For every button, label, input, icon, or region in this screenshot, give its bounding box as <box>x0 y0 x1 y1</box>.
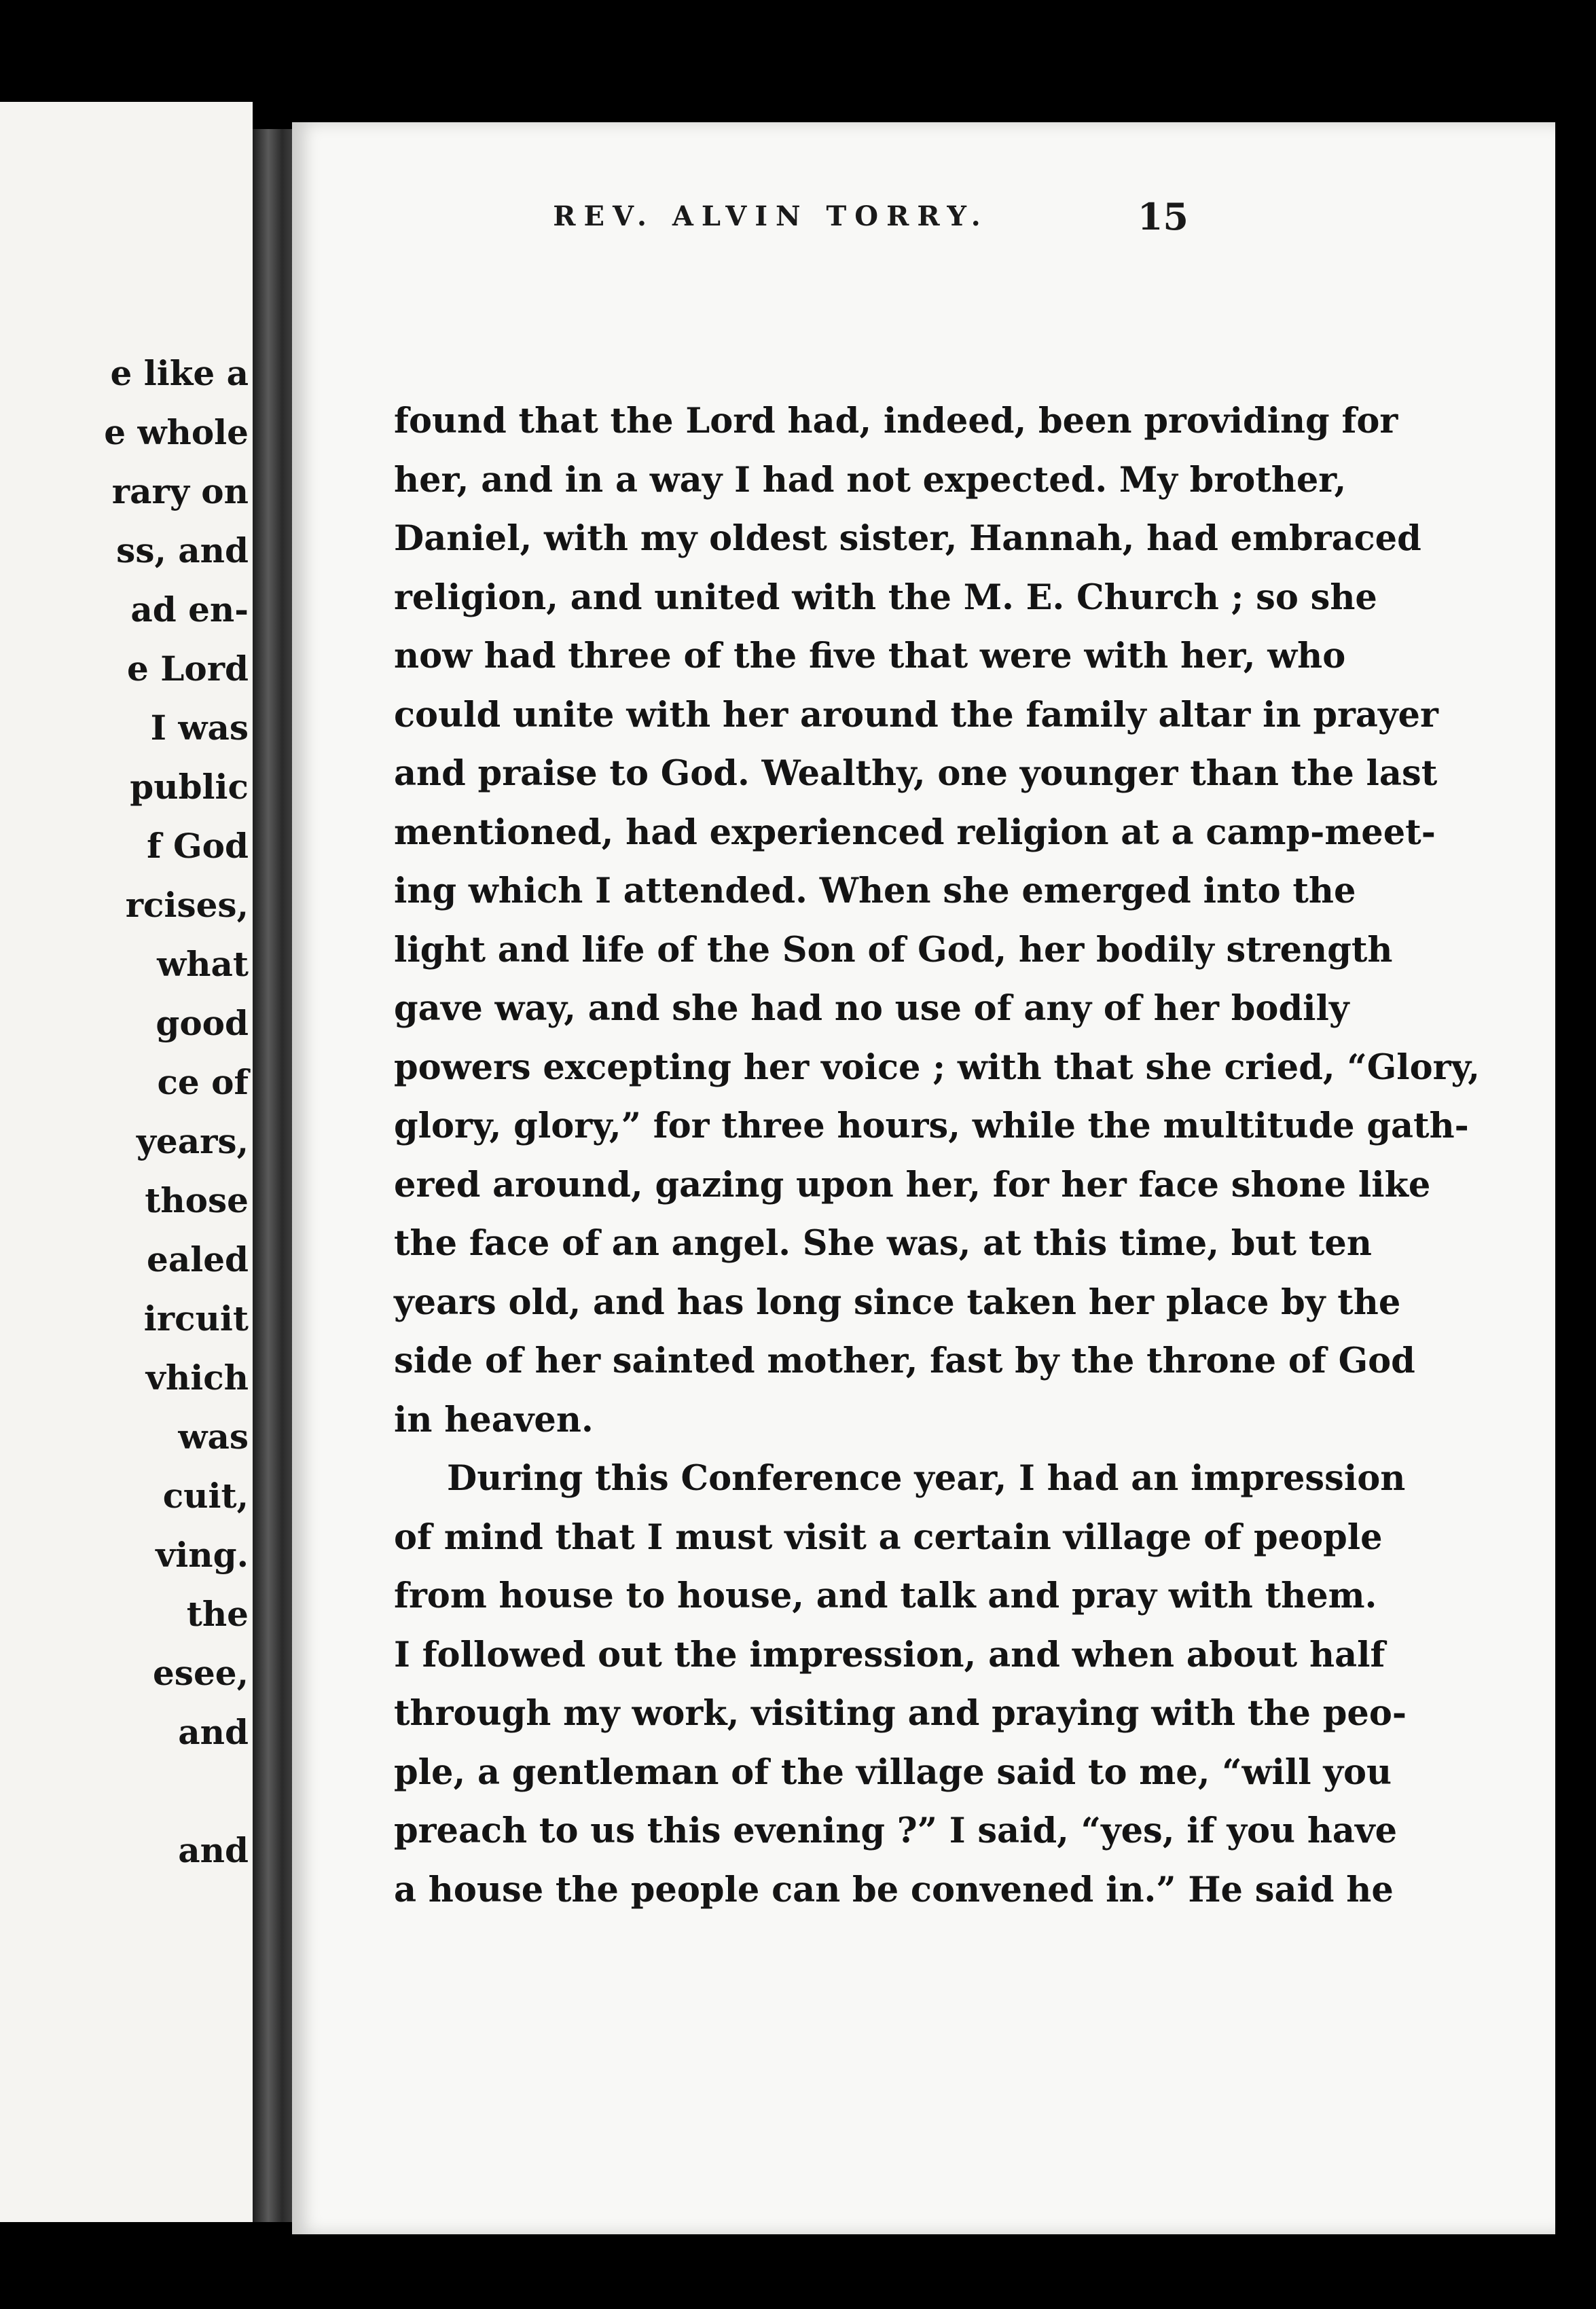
text-line: ered around, gazing upon her, for her face shone like <box>394 1165 1431 1205</box>
text-line: religion, and united with the M. E. Church ; so she <box>394 577 1377 618</box>
left-page-line: ss, and <box>116 530 249 570</box>
text-line: I followed out the impression, and when about half <box>394 1635 1385 1675</box>
text-line: in heaven. <box>394 1400 594 1440</box>
text-line: ple, a gentleman of the village said to me, “will you <box>394 1752 1392 1793</box>
text-line: and praise to God. Wealthy, one younger than the last <box>394 753 1438 794</box>
text-line: preach to us this evening ?” I said, “yes, if you have <box>394 1811 1398 1851</box>
text-line: her, and in a way I had not expected. My brother, <box>394 460 1347 501</box>
running-title: REV. ALVIN TORRY. <box>553 200 989 232</box>
left-page-line: I was <box>150 708 249 748</box>
left-page-line: cuit, <box>162 1476 249 1516</box>
text-line: from house to house, and talk and pray with them. <box>394 1576 1377 1616</box>
left-page-line: ving. <box>156 1535 249 1575</box>
left-page-line: public <box>130 767 249 807</box>
left-page-line: rary on <box>111 471 249 511</box>
text-line: of mind that I must visit a certain village of people <box>394 1517 1383 1558</box>
text-line: light and life of the Son of God, her bodily strength <box>394 930 1393 970</box>
text-line: ing which I attended. When she emerged into the <box>394 871 1356 911</box>
left-page-line: was <box>178 1417 249 1457</box>
text-line: glory, glory,” for three hours, while the multitude gath- <box>394 1106 1469 1146</box>
left-page-line: f God <box>147 826 249 866</box>
left-page <box>0 102 253 2222</box>
left-page-line: the <box>186 1594 249 1634</box>
left-page-line: e like a <box>110 353 249 393</box>
text-line: Daniel, with my oldest sister, Hannah, had embraced <box>394 518 1421 559</box>
text-line: mentioned, had experienced religion at a camp-meet- <box>394 812 1436 853</box>
left-page-line: e whole <box>104 412 249 452</box>
left-page-line: ealed <box>147 1239 249 1279</box>
left-page-line: ircuit <box>143 1298 249 1339</box>
left-page-line: ce of <box>157 1062 249 1102</box>
text-line: through my work, visiting and praying with the peo- <box>394 1693 1407 1734</box>
text-line: side of her sainted mother, fast by the throne of God <box>394 1341 1415 1381</box>
text-line: powers excepting her voice ; with that she cried, “Glory, <box>394 1047 1481 1088</box>
left-page-line: rcises, <box>125 885 249 925</box>
left-page-line: ad en- <box>130 589 249 630</box>
left-page-line: years, <box>136 1121 249 1161</box>
left-page-line: vhich <box>145 1358 249 1398</box>
left-page-line: what <box>157 944 249 984</box>
book-spine-shadow <box>253 129 292 2222</box>
text-line: a house the people can be convened in.” He said he <box>394 1870 1394 1910</box>
page-number: 15 <box>1137 195 1189 238</box>
left-page-line: esee, <box>153 1653 249 1693</box>
text-line: the face of an angel. She was, at this time, but ten <box>394 1223 1372 1264</box>
running-head <box>353 195 1189 242</box>
left-page-line: those <box>145 1180 249 1220</box>
text-line: years old, and has long since taken her place by the <box>394 1282 1401 1323</box>
text-line: During this Conference year, I had an impression <box>447 1458 1406 1499</box>
text-line: now had three of the five that were with her, who <box>394 636 1346 676</box>
text-line: gave way, and she had no use of any of her bodily <box>394 988 1349 1029</box>
left-page-line: e Lord <box>126 649 249 689</box>
left-page-line: and <box>178 1712 249 1752</box>
text-line: could unite with her around the family altar in prayer <box>394 695 1438 735</box>
left-page-line: good <box>156 1003 249 1043</box>
left-page-line: and <box>178 1830 249 1870</box>
text-line: found that the Lord had, indeed, been providing for <box>394 401 1398 441</box>
